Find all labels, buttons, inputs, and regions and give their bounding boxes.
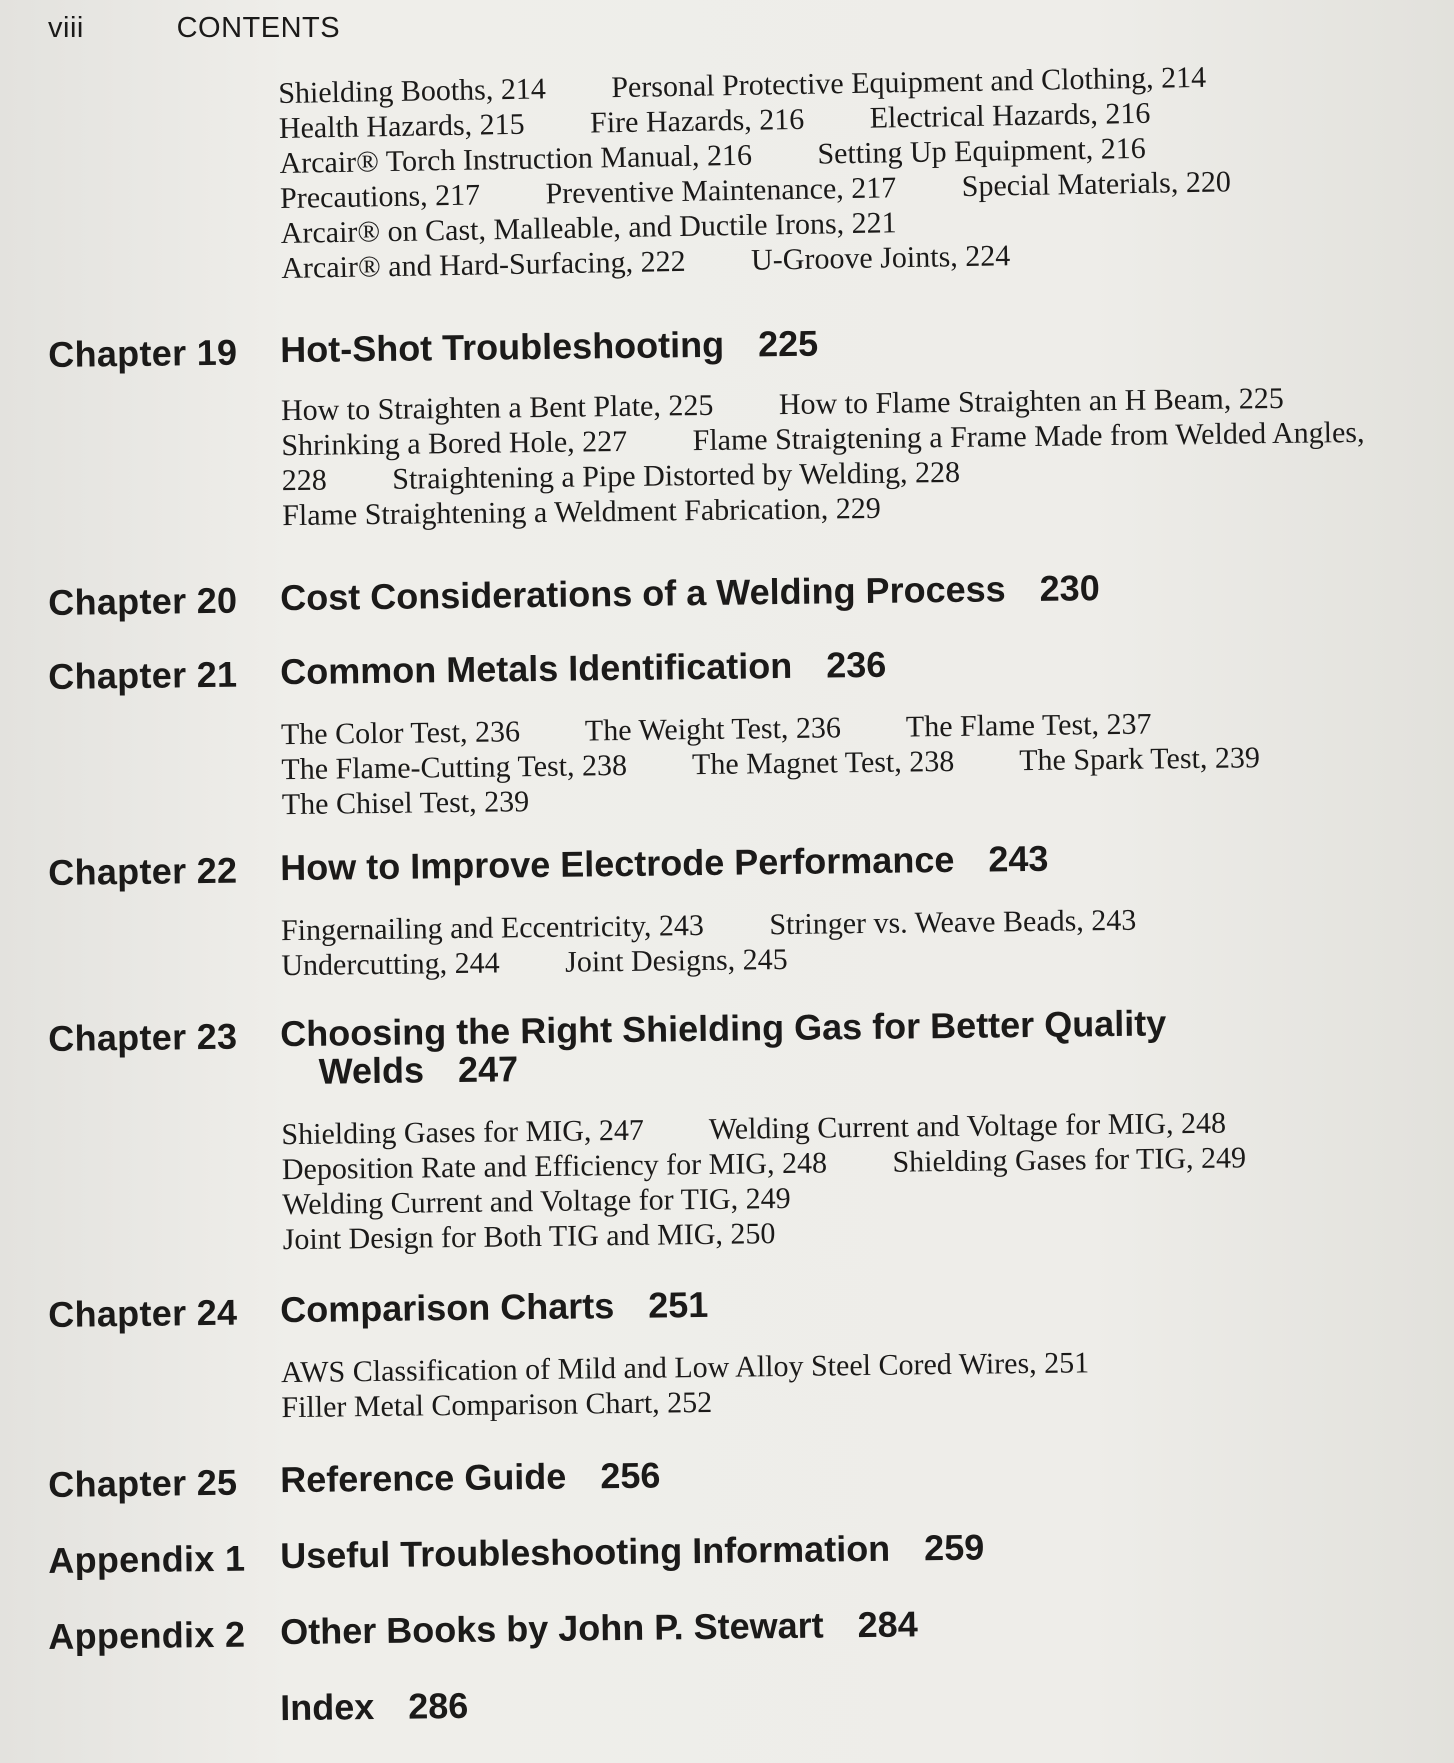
chapter-title-text: Comparison Charts (279, 1285, 615, 1331)
toc-subitem: The Flame-Cutting Test, 238 (281, 748, 628, 787)
chapter-title (280, 569, 1100, 617)
toc-subitem: The Magnet Test, 238 (691, 744, 955, 782)
chapter-label: Appendix 2 (48, 1613, 246, 1657)
toc-subitem: Fire Hazards, 216 (589, 102, 805, 140)
running-head: CONTENTS (176, 12, 341, 44)
toc-entry-chapter-21 (48, 640, 1378, 822)
toc-entry-index (48, 1676, 1378, 1729)
toc-subitem: Arcair® on Cast, Malleable, and Ductile Irons, 221 (280, 206, 897, 250)
toc-subitem: How to Flame Straighten an H Beam, 225 (778, 381, 1284, 422)
chapter-page-number: 256 (600, 1454, 661, 1497)
toc-subitem: Stringer vs. Weave Beads, 243 (769, 903, 1137, 942)
toc-subitem: Shrinking a Bored Hole, 227 (281, 424, 628, 463)
chapter-title (279, 837, 1049, 889)
chapter-title-text: Common Metals Identification (279, 644, 793, 693)
toc-subitem: Arcair® and Hard-Surfacing, 222 (281, 244, 686, 285)
chapter-page-number: 225 (757, 322, 819, 365)
page-header (48, 12, 340, 45)
toc-subitem: Shielding Gases for MIG, 247 (281, 1113, 645, 1152)
toc-subitem: Flame Straigtening a Frame Made from Welded Angles, 228 (281, 415, 1365, 498)
chapter-title (279, 643, 887, 693)
toc-subitem: Filler Metal Comparison Chart, 252 (281, 1385, 713, 1425)
chapter-title-text: Hot-Shot Troubleshooting (279, 323, 725, 371)
chapter-title-text: Other Books by John P. Stewart (279, 1604, 824, 1653)
page-folio: viii (48, 12, 84, 44)
chapter-label: Chapter 23 (48, 1015, 238, 1059)
toc-entry-chapter-19 (48, 318, 1378, 533)
toc-subitem: Electrical Hazards, 216 (869, 96, 1151, 135)
toc-subitem: Special Materials, 220 (961, 165, 1232, 204)
chapter-label: Chapter 20 (48, 579, 238, 623)
toc-subitem: The Weight Test, 236 (584, 711, 842, 748)
toc-subitem: Straightening a Pipe Distorted by Welding, 228 (392, 455, 961, 496)
toc-subitem: AWS Classification of Mild and Low Alloy Steel Cored Wires, 251 (280, 1346, 1090, 1390)
toc-entry-chapter-25 (48, 1448, 1378, 1505)
toc-subitem: Welding Current and Voltage for TIG, 249 (282, 1181, 791, 1222)
chapter-page-number: 243 (988, 837, 1049, 880)
toc-subitem: Joint Design for Both TIG and MIG, 250 (282, 1217, 776, 1257)
chapter-page-number: 230 (1039, 567, 1100, 609)
chapter-label: Chapter 21 (48, 653, 238, 697)
chapter-page-number: 247 (457, 1048, 519, 1090)
chapter-label: Chapter 25 (48, 1461, 238, 1505)
toc-entry-chapter-23 (48, 1002, 1378, 1257)
chapter-title (279, 1454, 661, 1501)
chapter-title (279, 1526, 985, 1577)
chapter-page-number: 251 (647, 1283, 709, 1326)
chapter-subitems (281, 1342, 1382, 1425)
toc-subitem: The Flame Test, 237 (905, 707, 1152, 744)
toc-subitem: Personal Protective Equipment and Clothing, 214 (610, 60, 1207, 105)
chapter-subitems (281, 380, 1383, 533)
chapter-title-text: Cost Considerations of a Welding Process (279, 568, 1006, 619)
toc-entry-appendix-2 (48, 1600, 1378, 1657)
toc-subitem: The Spark Test, 239 (1019, 741, 1261, 778)
chapter-label: Chapter 24 (48, 1291, 238, 1335)
chapter-subitems (281, 900, 1382, 983)
toc-subitem: Joint Designs, 245 (564, 942, 788, 979)
chapter-title-text: Reference Guide (279, 1455, 567, 1501)
chapter-title-text-line2: Welds (318, 1049, 425, 1092)
chapter-subitems (281, 1104, 1383, 1257)
toc-subitem: Deposition Rate and Efficiency for MIG, 248 (281, 1146, 828, 1187)
chapter-title-text: Choosing the Right Shielding Gas for Better Quality (279, 1002, 1167, 1055)
chapter-title (279, 322, 819, 371)
chapter-page-number: 284 (857, 1603, 918, 1646)
toc-subitem: Shielding Gases for TIG, 249 (892, 1141, 1247, 1179)
toc-entry-appendix-1 (48, 1524, 1378, 1581)
toc-subitem: How to Straighten a Bent Plate, 225 (280, 388, 714, 428)
chapter-title-text: Index (279, 1686, 375, 1729)
chapter-label: Appendix 1 (48, 1537, 246, 1581)
toc-subitem: Flame Straightening a Weldment Fabrication, 229 (282, 491, 881, 533)
toc-subitem: The Color Test, 236 (280, 715, 521, 752)
toc-subitem: Arcair® Torch Instruction Manual, 216 (279, 138, 753, 180)
toc-subitem: Precautions, 217 (279, 178, 481, 215)
chapter-title (279, 1283, 709, 1331)
toc-subitem: Preventive Maintenance, 217 (545, 171, 897, 211)
toc-subitem: Setting Up Equipment, 216 (817, 131, 1147, 171)
chapter-subitems (281, 704, 1382, 822)
toc-subitem: Fingernailing and Eccentricity, 243 (280, 908, 705, 948)
chapter-label: Chapter 22 (48, 849, 238, 893)
chapter-label: Chapter 19 (48, 331, 238, 375)
toc-entry-chapter-20 (48, 566, 1378, 623)
chapter-title (280, 1605, 918, 1651)
toc-subitem: Welding Current and Voltage for MIG, 248 (708, 1106, 1227, 1146)
toc-subitem: Health Hazards, 215 (278, 107, 525, 145)
chapter-title (279, 1684, 469, 1729)
chapter-title-text: How to Improve Electrode Performance (279, 838, 955, 889)
toc-subitem: Undercutting, 244 (281, 946, 500, 983)
chapter-page-number: 259 (923, 1526, 985, 1569)
toc-entry-chapter-22 (48, 836, 1378, 983)
continued-section-items (278, 57, 1381, 286)
chapter-title-text: Useful Troubleshooting Information (279, 1527, 891, 1577)
toc-entry-chapter-24 (48, 1278, 1378, 1425)
chapter-page-number: 286 (407, 1684, 469, 1727)
toc-subitem: Shielding Booths, 214 (278, 72, 547, 110)
chapter-title (280, 1004, 1167, 1091)
toc-subitem: U-Groove Joints, 224 (750, 239, 1011, 277)
chapter-page-number: 236 (825, 643, 887, 686)
toc-subitem: The Chisel Test, 239 (281, 785, 530, 822)
